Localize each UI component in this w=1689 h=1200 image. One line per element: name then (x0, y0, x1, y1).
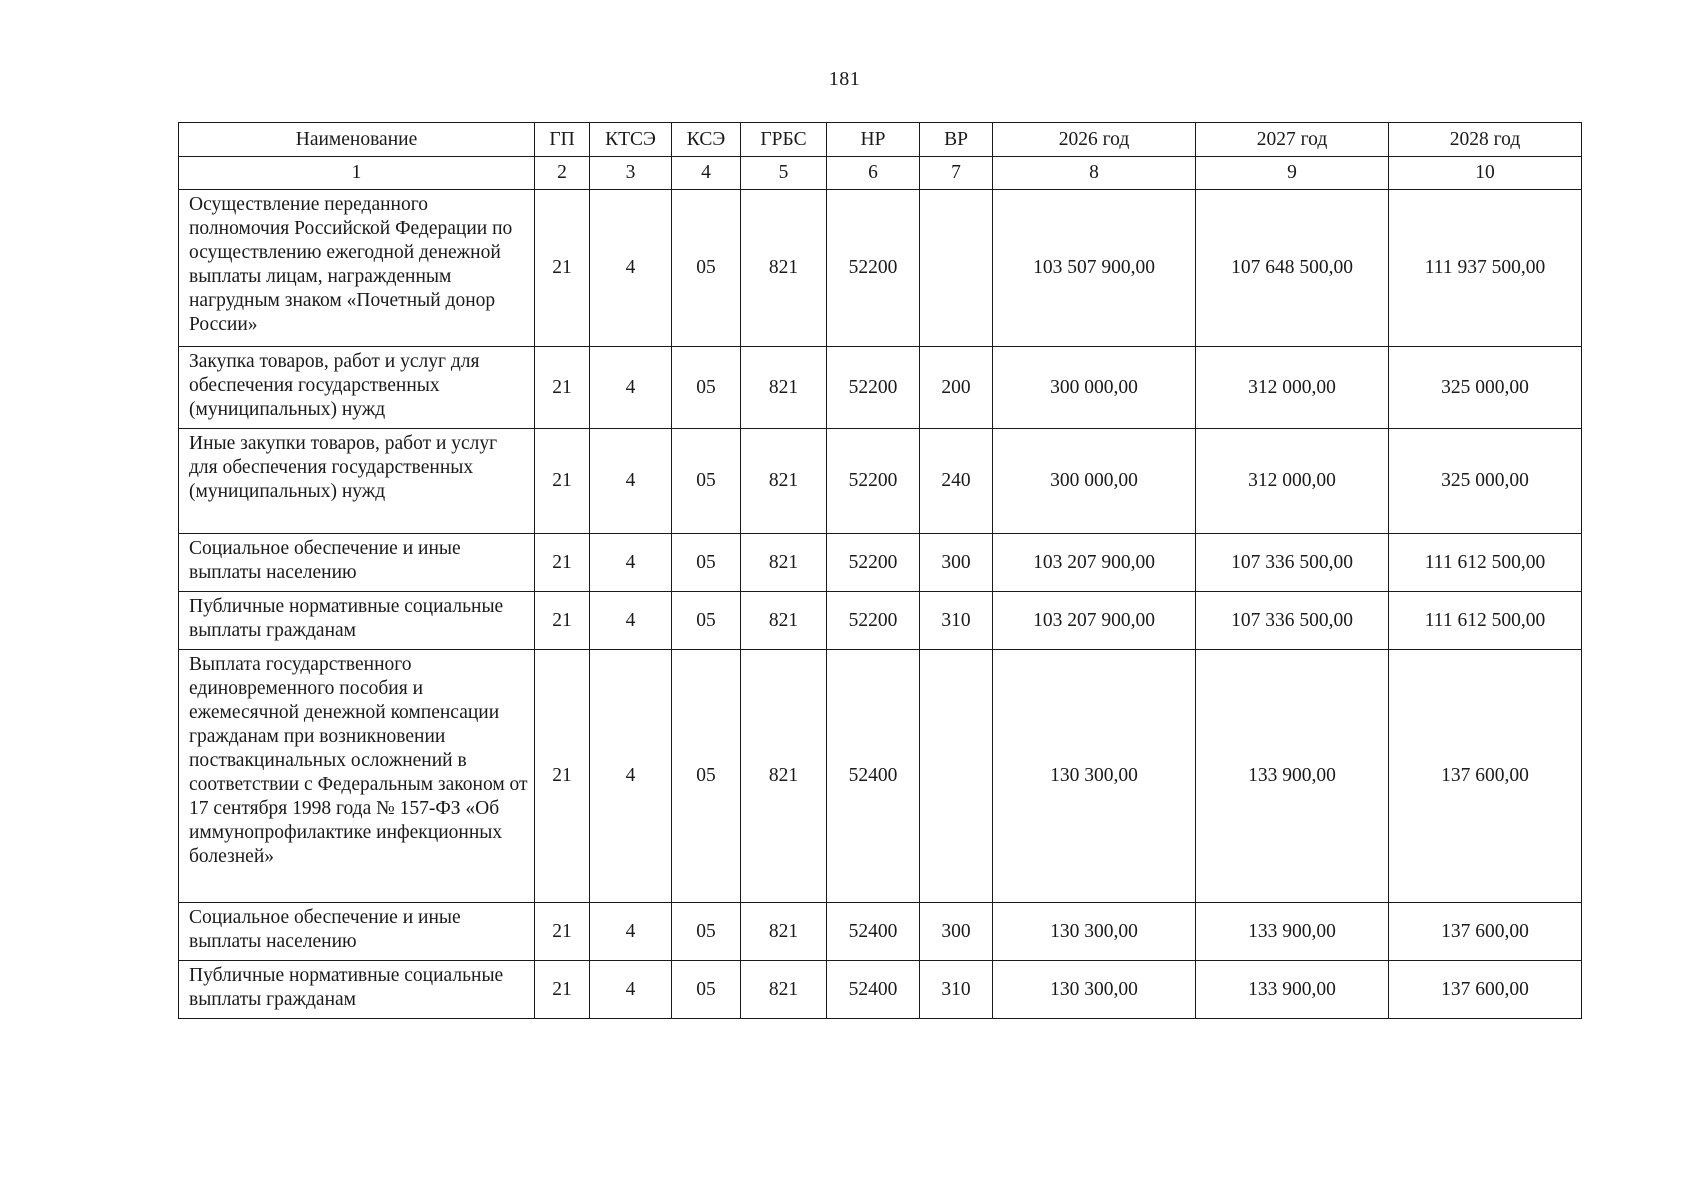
header-2027: 2027 год (1196, 123, 1389, 157)
row-ktse: 4 (590, 650, 672, 903)
column-number: 3 (590, 157, 672, 190)
row-name: Социальное обеспечение и иные выплаты населению (179, 903, 535, 961)
table-row (179, 592, 1582, 650)
row-2026: 103 507 900,00 (993, 190, 1196, 347)
row-gp: 21 (535, 429, 590, 534)
column-number-row (179, 157, 1582, 190)
row-ktse: 4 (590, 190, 672, 347)
row-nr: 52200 (827, 429, 920, 534)
row-gp: 21 (535, 650, 590, 903)
row-vr: 240 (920, 429, 993, 534)
row-2026: 300 000,00 (993, 347, 1196, 429)
header-gp: ГП (535, 123, 590, 157)
header-2028: 2028 год (1389, 123, 1582, 157)
header-2026: 2026 год (993, 123, 1196, 157)
row-grbs: 821 (741, 190, 827, 347)
row-vr: 300 (920, 903, 993, 961)
column-number: 6 (827, 157, 920, 190)
header-vr: ВР (920, 123, 993, 157)
header-nr: НР (827, 123, 920, 157)
row-2027: 107 648 500,00 (1196, 190, 1389, 347)
row-grbs: 821 (741, 650, 827, 903)
column-number: 5 (741, 157, 827, 190)
row-ktse: 4 (590, 592, 672, 650)
row-2027: 107 336 500,00 (1196, 592, 1389, 650)
row-ktse: 4 (590, 347, 672, 429)
row-grbs: 821 (741, 534, 827, 592)
header-grbs: ГРБС (741, 123, 827, 157)
row-ktse: 4 (590, 903, 672, 961)
header-row (179, 123, 1582, 157)
row-gp: 21 (535, 190, 590, 347)
budget-table (178, 122, 1582, 1019)
row-2027: 133 900,00 (1196, 903, 1389, 961)
row-vr: 200 (920, 347, 993, 429)
row-nr: 52400 (827, 961, 920, 1019)
row-2028: 325 000,00 (1389, 429, 1582, 534)
table-row (179, 190, 1582, 347)
row-kse: 05 (672, 592, 741, 650)
row-kse: 05 (672, 347, 741, 429)
header-ktse: КТСЭ (590, 123, 672, 157)
row-grbs: 821 (741, 961, 827, 1019)
row-nr: 52400 (827, 650, 920, 903)
row-name: Закупка товаров, работ и услуг для обеспечения государственных (муниципальных) нужд (179, 347, 535, 429)
row-grbs: 821 (741, 429, 827, 534)
column-number: 1 (179, 157, 535, 190)
row-name: Публичные нормативные социальные выплаты гражданам (179, 961, 535, 1019)
row-ktse: 4 (590, 961, 672, 1019)
row-name: Публичные нормативные социальные выплаты гражданам (179, 592, 535, 650)
column-number: 4 (672, 157, 741, 190)
row-nr: 52200 (827, 190, 920, 347)
column-number: 9 (1196, 157, 1389, 190)
row-kse: 05 (672, 903, 741, 961)
row-kse: 05 (672, 429, 741, 534)
row-2028: 111 612 500,00 (1389, 592, 1582, 650)
row-2026: 300 000,00 (993, 429, 1196, 534)
row-2026: 130 300,00 (993, 903, 1196, 961)
row-grbs: 821 (741, 592, 827, 650)
row-2028: 325 000,00 (1389, 347, 1582, 429)
column-number: 10 (1389, 157, 1582, 190)
table-row (179, 429, 1582, 534)
row-2028: 137 600,00 (1389, 961, 1582, 1019)
row-2026: 103 207 900,00 (993, 592, 1196, 650)
table-row (179, 961, 1582, 1019)
row-2028: 137 600,00 (1389, 903, 1582, 961)
row-2026: 130 300,00 (993, 650, 1196, 903)
row-nr: 52200 (827, 347, 920, 429)
column-number: 7 (920, 157, 993, 190)
row-2027: 133 900,00 (1196, 650, 1389, 903)
row-grbs: 821 (741, 903, 827, 961)
table-row (179, 347, 1582, 429)
row-ktse: 4 (590, 534, 672, 592)
row-kse: 05 (672, 650, 741, 903)
table-row (179, 903, 1582, 961)
row-vr (920, 190, 993, 347)
row-kse: 05 (672, 190, 741, 347)
row-2027: 107 336 500,00 (1196, 534, 1389, 592)
row-vr: 310 (920, 592, 993, 650)
table-row (179, 650, 1582, 903)
table-row (179, 534, 1582, 592)
row-grbs: 821 (741, 347, 827, 429)
row-2028: 111 612 500,00 (1389, 534, 1582, 592)
row-vr (920, 650, 993, 903)
header-name: Наименование (179, 123, 535, 157)
row-gp: 21 (535, 534, 590, 592)
row-2026: 103 207 900,00 (993, 534, 1196, 592)
row-gp: 21 (535, 592, 590, 650)
page-number: 181 (828, 68, 861, 90)
row-name: Осуществление переданного полномочия Российской Федерации по осуществлению ежегодной денежной выплаты лицам, награжденным нагрудным знаком «Почетный донор России» (179, 190, 535, 347)
row-name: Выплата государственного единовременного пособия и ежемесячной денежной компенсации гражданам при возникновении поствакцинальных осложнений в соответствии с Федеральным законом от 17 сентября 1998 года № 157-ФЗ «Об иммунопрофилактике инфекционных болезней» (179, 650, 535, 903)
row-2027: 312 000,00 (1196, 429, 1389, 534)
row-kse: 05 (672, 534, 741, 592)
row-vr: 300 (920, 534, 993, 592)
row-name: Социальное обеспечение и иные выплаты населению (179, 534, 535, 592)
row-nr: 52200 (827, 592, 920, 650)
row-name: Иные закупки товаров, работ и услуг для обеспечения государственных (муниципальных) нужд (179, 429, 535, 534)
row-2027: 133 900,00 (1196, 961, 1389, 1019)
row-vr: 310 (920, 961, 993, 1019)
row-kse: 05 (672, 961, 741, 1019)
row-2028: 111 937 500,00 (1389, 190, 1582, 347)
row-gp: 21 (535, 961, 590, 1019)
row-gp: 21 (535, 903, 590, 961)
row-2028: 137 600,00 (1389, 650, 1582, 903)
column-number: 2 (535, 157, 590, 190)
row-nr: 52200 (827, 534, 920, 592)
row-gp: 21 (535, 347, 590, 429)
column-number: 8 (993, 157, 1196, 190)
row-nr: 52400 (827, 903, 920, 961)
row-ktse: 4 (590, 429, 672, 534)
header-kse: КСЭ (672, 123, 741, 157)
row-2026: 130 300,00 (993, 961, 1196, 1019)
row-2027: 312 000,00 (1196, 347, 1389, 429)
